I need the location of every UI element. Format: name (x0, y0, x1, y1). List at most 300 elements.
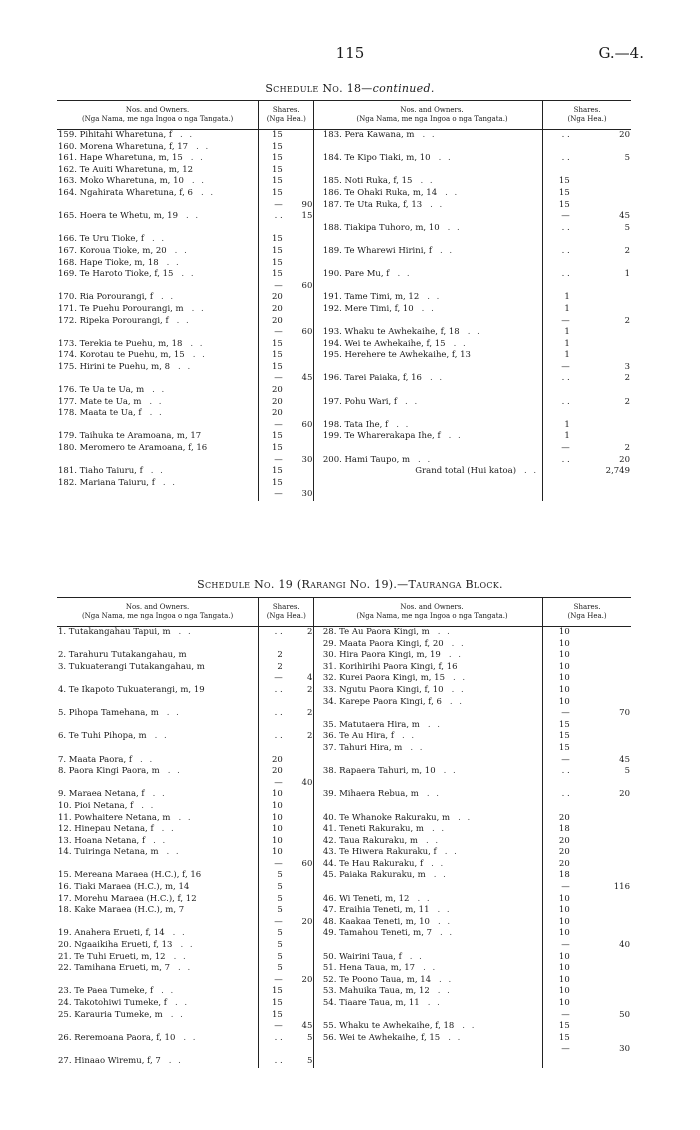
owner-cell (322, 1044, 543, 1056)
share-value: 20 (259, 408, 284, 420)
owner-cell (322, 362, 543, 374)
share-value: 15 (259, 269, 284, 281)
share-value: 15 (259, 986, 284, 998)
column-gap (314, 443, 322, 455)
leader-dots: . . (437, 627, 452, 637)
share-value: 10 (259, 824, 284, 836)
owner-name: 184. Te Kipo Tiaki, m, 10 (322, 153, 431, 164)
share-value: 1 (543, 292, 571, 304)
owner-cell (57, 188, 259, 200)
owner-cell (322, 443, 543, 455)
table-row (57, 165, 631, 177)
leader-dots: . . (190, 338, 205, 349)
share-value: . . (259, 211, 284, 223)
share-total: 45 (619, 754, 630, 765)
owner-cell (57, 258, 259, 270)
owner-cell (322, 882, 543, 894)
share-total: 2 (284, 627, 314, 639)
share-value: 15 (543, 176, 571, 188)
column-gap (314, 650, 322, 662)
owner-name: 33. Ngutu Paora Kingi, f, 10 (322, 684, 444, 695)
owner-name: 8. Paora Kingi Paora, m (58, 766, 160, 777)
share-value: 15 (259, 478, 284, 490)
share-total (571, 258, 631, 270)
owner-cell (57, 234, 259, 246)
table-row (57, 350, 631, 362)
table-row (57, 639, 631, 651)
share-value: 15 (259, 246, 284, 258)
owner-cell (57, 443, 259, 455)
share-value: — (543, 882, 571, 894)
owner-name: 30. Hira Paora Kingi, m, 19 (322, 650, 441, 661)
share-value: . . (259, 708, 284, 720)
owner-cell (322, 824, 543, 836)
share-total (571, 720, 631, 732)
table-row (57, 998, 631, 1010)
owner-cell (57, 789, 259, 801)
owner-cell (57, 813, 259, 825)
share-total (571, 292, 631, 304)
column-gap (314, 836, 322, 848)
owner-cell (322, 685, 543, 697)
share-value: — (543, 316, 571, 328)
share-value: 10 (259, 836, 284, 848)
share-total: 116 (613, 882, 630, 893)
owner-cell (322, 1021, 543, 1033)
column-gap (314, 1044, 322, 1056)
owner-cell (57, 1021, 259, 1033)
share-value: 15 (259, 443, 284, 455)
owner-cell (322, 165, 543, 177)
leader-dots: . . (141, 800, 156, 811)
share-total (284, 905, 314, 917)
owner-name: 165. Hoera te Whetu, m, 19 (58, 211, 178, 222)
table-row (57, 258, 631, 270)
column-gap (314, 859, 322, 871)
share-total (284, 639, 314, 651)
share-value: 1 (543, 339, 571, 351)
owner-cell (322, 1010, 543, 1022)
column-gap (314, 373, 322, 385)
owner-cell (322, 673, 543, 685)
leader-dots: . . (439, 245, 455, 256)
owner-cell (57, 281, 259, 293)
table-row (57, 234, 631, 246)
share-total (571, 743, 631, 755)
owner-cell (57, 1010, 259, 1022)
table-row (57, 905, 631, 917)
share-value: 15 (543, 1021, 571, 1033)
owner-cell (322, 778, 543, 790)
share-total (571, 697, 631, 709)
owner-cell (322, 639, 543, 651)
owner-cell (57, 743, 259, 755)
owner-cell (57, 176, 259, 188)
owner-name: 1. Tutakangahau Tapui, m (58, 627, 171, 637)
share-total (571, 431, 631, 443)
schedule-19-title-number-2: 19).— (374, 578, 409, 591)
owner-cell (57, 327, 259, 339)
owner-cell (322, 859, 543, 871)
column-gap (314, 963, 322, 975)
leader-dots: . . (420, 176, 435, 187)
share-total (284, 258, 314, 270)
table-row (57, 408, 631, 420)
share-value (543, 466, 571, 478)
owner-name: 181. Tiaho Taiuru, f (58, 466, 143, 477)
owner-name: 178. Maata te Ua, f (58, 408, 142, 419)
share-value: 10 (259, 847, 284, 859)
column-gap (314, 639, 322, 651)
leader-dots: . . (161, 824, 176, 835)
schedule-19-title-label: Schedule No. (197, 578, 275, 591)
share-total (571, 165, 631, 177)
share-total: 30 (284, 489, 314, 501)
leader-dots: . . (430, 199, 445, 210)
share-value: 5 (259, 952, 284, 964)
owner-cell (322, 489, 543, 501)
table-row (57, 292, 631, 304)
column-gap (314, 778, 322, 790)
owner-cell (57, 673, 259, 685)
owner-cell (322, 200, 543, 212)
share-value: 10 (543, 894, 571, 906)
share-total (284, 316, 314, 328)
share-value (543, 234, 571, 246)
owner-name: 3. Tukuaterangi Tutakangahau, m (58, 661, 205, 672)
share-total: 2 (284, 731, 314, 743)
owner-cell (322, 801, 543, 813)
leader-dots: . . (172, 928, 187, 939)
column-gap (314, 1010, 322, 1022)
leader-dots: . . (448, 431, 463, 442)
column-gap (314, 246, 322, 258)
owner-name: 185. Noti Ruka, f, 15 (322, 176, 413, 187)
owner-cell (322, 142, 543, 154)
share-total (571, 952, 631, 964)
owner-name: 49. Tamahou Teneti, m, 7 (322, 928, 433, 939)
table-row (57, 385, 631, 397)
owner-cell (57, 316, 259, 328)
owner-cell (57, 952, 259, 964)
leader-dots: . . (453, 673, 468, 684)
share-value: 15 (543, 1033, 571, 1045)
owner-cell (57, 905, 259, 917)
owner-name: 5. Pihopa Tamehana, m (58, 708, 159, 719)
column-gap (314, 1021, 322, 1033)
share-total (284, 304, 314, 316)
leader-dots: . . (191, 303, 206, 314)
leader-dots: . . (152, 789, 167, 800)
share-value: — (259, 673, 284, 685)
share-value (543, 801, 571, 813)
share-total (571, 917, 631, 929)
owner-cell (57, 697, 259, 709)
share-value: — (259, 489, 284, 501)
share-total (571, 650, 631, 662)
share-value: 20 (259, 292, 284, 304)
leader-dots: . . (152, 234, 167, 245)
owner-name: 166. Te Uru Tioke, f (58, 234, 145, 245)
column-gap (314, 870, 322, 882)
leader-dots: . . (180, 130, 195, 140)
leader-dots: . . (467, 327, 482, 338)
share-total: 40 (619, 940, 630, 951)
owner-name: 18. Kake Maraea (H.C.), m, 7 (58, 905, 185, 916)
share-total (284, 362, 314, 374)
owner-cell (57, 165, 259, 177)
owner-name: 32. Kurei Paora Kingi, m, 15 (322, 673, 445, 684)
owner-cell (57, 662, 259, 674)
table-row (57, 673, 631, 685)
leader-dots: . . (162, 477, 177, 488)
schedule-18-title-label: Schedule No. (265, 82, 343, 95)
share-total (284, 963, 314, 975)
share-value: 15 (259, 234, 284, 246)
owner-name: 4. Te Ikapoto Tukuaterangi, m, 19 (58, 684, 205, 695)
owner-cell (322, 940, 543, 952)
owner-name: 42. Taua Rakuraku, m (322, 835, 418, 846)
owner-name: 14. Tuiringa Netana, m (58, 847, 159, 858)
owner-name: 44. Te Hau Rakuraku, f (322, 858, 424, 869)
share-total (284, 650, 314, 662)
share-value: — (543, 708, 571, 720)
share-total (571, 627, 631, 639)
table-row (57, 986, 631, 998)
column-gap (314, 223, 322, 235)
table-row (57, 627, 631, 639)
share-value: 20 (259, 755, 284, 767)
column-gap (314, 905, 322, 917)
table-row (57, 316, 631, 328)
leader-dots: . . (458, 812, 473, 823)
owner-cell (322, 420, 543, 432)
leader-dots: . . (181, 269, 196, 280)
owner-cell (57, 975, 259, 987)
owner-cell (322, 755, 543, 767)
schedule-18-title-continued: continued. (372, 82, 435, 95)
owner-name: 12. Hinepau Netana, f (58, 824, 154, 835)
schedule-19-title-number: 19 ( (278, 578, 302, 591)
share-total (284, 176, 314, 188)
owners-column-header: Nos. and Owners. (Nga Nama, me nga Ingoa o nga Tangata.) (57, 598, 259, 627)
share-value: 15 (259, 466, 284, 478)
share-total: 2 (284, 685, 314, 697)
owner-name: 24. Takotohiwi Tumeke, f (58, 998, 167, 1008)
owner-cell (322, 339, 543, 351)
owner-cell (57, 650, 259, 662)
leader-dots: . . (178, 963, 193, 974)
share-value: . . (543, 766, 571, 778)
owner-cell (57, 847, 259, 859)
leader-dots: . . (178, 812, 193, 823)
share-total (571, 673, 631, 685)
share-value: 18 (543, 870, 571, 882)
owner-name: 50. Wairini Taua, f (322, 951, 402, 962)
share-total (571, 1033, 631, 1045)
leader-dots: . . (196, 141, 211, 152)
owner-cell (322, 720, 543, 732)
share-total (284, 998, 314, 1010)
share-value: 10 (543, 963, 571, 975)
share-value: 5 (259, 870, 284, 882)
owner-name: 162. Te Auiti Wharetuna, m, 12 (58, 164, 194, 175)
owner-name: 177. Mate te Ua, m (58, 396, 142, 407)
share-total (571, 998, 631, 1010)
owner-cell (57, 882, 259, 894)
leader-dots: . . (440, 928, 455, 939)
table-row (57, 963, 631, 975)
column-gap (314, 940, 322, 952)
share-total: 5 (624, 153, 630, 164)
share-value (543, 165, 571, 177)
share-total: 20 (284, 975, 314, 987)
share-total (284, 142, 314, 154)
leader-dots: . . (166, 847, 181, 858)
owner-name: 190. Pare Mu, f (322, 269, 390, 280)
share-value: 1 (543, 350, 571, 362)
share-total (284, 350, 314, 362)
owner-name: 194. Wei te Awhekaihe, f, 15 (322, 338, 446, 349)
share-total: 90 (284, 200, 314, 212)
share-total (284, 292, 314, 304)
owner-name: 186. Te Ohaki Ruka, m, 14 (322, 187, 438, 198)
owner-cell (322, 662, 543, 674)
column-gap (314, 755, 322, 767)
share-value: . . (543, 269, 571, 281)
shares-column-header: Shares. (Nga Hea.) (259, 101, 314, 130)
share-value: 15 (259, 142, 284, 154)
leader-dots: . . (150, 466, 165, 477)
owner-cell (57, 339, 259, 351)
share-value: — (543, 1044, 571, 1056)
owner-name: 9. Maraea Netana, f (58, 789, 145, 800)
share-value: — (543, 443, 571, 455)
share-total (284, 720, 314, 732)
leader-dots: . . (427, 719, 442, 730)
share-total (571, 142, 631, 154)
owner-cell (57, 928, 259, 940)
share-value: . . (543, 223, 571, 235)
share-total: 60 (284, 281, 314, 293)
owner-cell (57, 478, 259, 490)
owner-name: 168. Hape Tioke, m, 18 (58, 257, 159, 268)
table-row (57, 824, 631, 836)
share-value: — (259, 859, 284, 871)
owner-cell (57, 153, 259, 165)
leader-dots: . . (429, 373, 445, 384)
share-total (571, 859, 631, 871)
column-gap (314, 952, 322, 964)
share-total: 2 (624, 443, 630, 454)
owner-name: 51. Hena Taua, m, 17 (322, 963, 416, 974)
owner-cell (57, 269, 259, 281)
leader-dots: . . (152, 385, 167, 396)
share-value: — (259, 373, 284, 385)
leader-dots: . . (149, 408, 164, 419)
share-value: 5 (259, 940, 284, 952)
owner-cell (322, 894, 543, 906)
table-row (57, 1021, 631, 1033)
leader-dots: . . (427, 292, 442, 303)
share-total (284, 940, 314, 952)
schedule-19-table (57, 597, 631, 1068)
owner-name: 170. Ria Porourangi, f (58, 292, 153, 303)
table-row (57, 339, 631, 351)
table-row (57, 1033, 631, 1045)
owner-cell (322, 327, 543, 339)
share-total (571, 1056, 631, 1068)
owner-cell (57, 362, 259, 374)
share-value: 1 (543, 431, 571, 443)
owner-name: 16. Tiaki Maraea (H.C.), m, 14 (58, 882, 190, 893)
column-gap (314, 975, 322, 987)
owner-name: 200. Hami Taupo, m (322, 454, 411, 465)
share-total (571, 847, 631, 859)
share-total (571, 824, 631, 836)
share-total (571, 408, 631, 420)
owner-name: 43. Te Hiwera Rakuraku, f (322, 847, 437, 858)
leader-dots: . . (421, 303, 436, 314)
leader-dots: . . (439, 974, 454, 985)
owner-name: 160. Morena Wharetuna, f, 17 (58, 141, 189, 152)
share-value: 18 (543, 824, 571, 836)
share-value: — (259, 455, 284, 467)
share-total (571, 778, 631, 790)
owner-cell (322, 697, 543, 709)
column-gap (314, 673, 322, 685)
share-total (571, 731, 631, 743)
schedule-18-title-number: 18— (346, 82, 373, 95)
share-value: 2 (259, 662, 284, 674)
owner-name: 23. Te Paea Tumeke, f (58, 986, 154, 997)
share-value: 10 (543, 673, 571, 685)
table-row (57, 420, 631, 432)
share-value: 20 (259, 397, 284, 409)
share-value: 20 (259, 316, 284, 328)
leader-dots: . . (437, 905, 452, 916)
share-value: 15 (259, 188, 284, 200)
share-value: . . (543, 153, 571, 165)
table-row (57, 153, 631, 165)
owner-name: 37. Tahuri Hira, m (322, 742, 403, 753)
column-gap (314, 685, 322, 697)
share-total (284, 188, 314, 200)
share-total (284, 234, 314, 246)
owner-name: 189. Te Wharewi Hirini, f (322, 245, 432, 256)
share-value: — (259, 327, 284, 339)
share-value: 10 (543, 650, 571, 662)
table-row (57, 188, 631, 200)
owner-name: 28. Te Au Paora Kingi, m (322, 627, 430, 637)
owner-cell (57, 986, 259, 998)
owner-name: 2. Tarahuru Tutakangahau, m (58, 650, 187, 661)
table-row (57, 455, 631, 467)
owner-name: 10. Pioi Netana, f (58, 800, 134, 811)
leader-dots: . . (448, 1032, 463, 1043)
owner-cell (57, 859, 259, 871)
share-value (259, 743, 284, 755)
table-row (57, 130, 631, 142)
owner-name: 54. Tiaare Taua, m, 11 (322, 998, 420, 1008)
share-total (571, 385, 631, 397)
schedule-18-table (57, 100, 631, 501)
share-value: . . (543, 397, 571, 409)
owner-name: 56. Wei te Awhekaihe, f, 15 (322, 1032, 441, 1043)
owner-cell (57, 489, 259, 501)
share-total (571, 327, 631, 339)
owner-cell (322, 397, 543, 409)
